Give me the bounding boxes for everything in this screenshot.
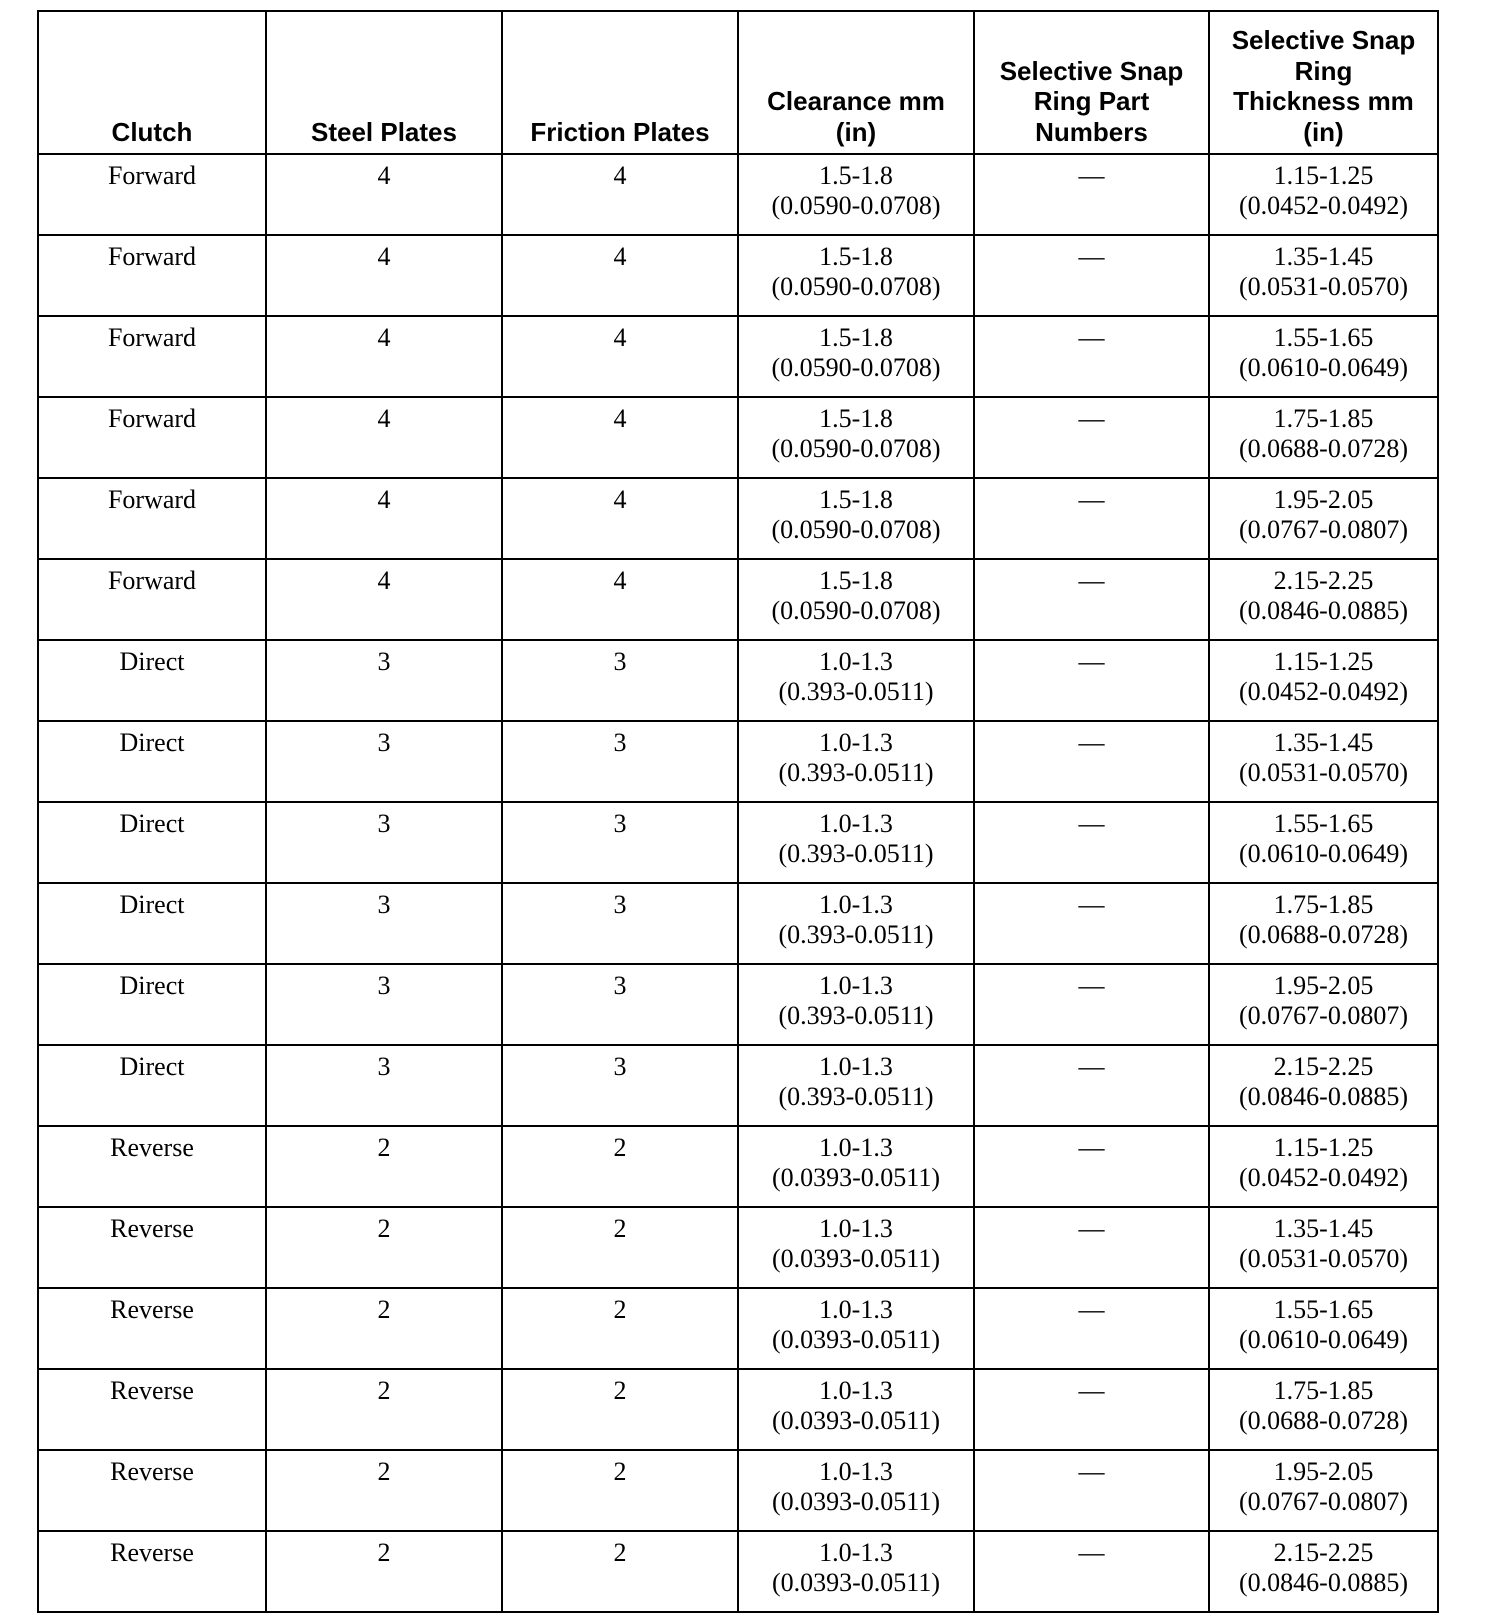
cell-part-number xyxy=(974,883,1209,964)
cell-thickness xyxy=(1209,316,1438,397)
cell-friction-plates-value: 4 xyxy=(613,566,627,595)
cell-clearance-value: (0.393-0.0511) xyxy=(778,677,934,706)
cell-clearance xyxy=(738,1045,974,1126)
cell-thickness-value: (0.0846-0.0885) xyxy=(1239,596,1408,625)
cell-clearance-value: 1.0-1.3 xyxy=(819,1376,893,1405)
cell-clutch-value: Forward xyxy=(107,404,197,433)
header-clutch xyxy=(38,11,266,154)
cell-part-number xyxy=(974,478,1209,559)
cell-clearance xyxy=(738,235,974,316)
cell-friction-plates-value: 3 xyxy=(613,647,627,676)
cell-clearance-value: (0.0590-0.0708) xyxy=(771,272,941,301)
cell-part-number-value: — xyxy=(1078,1376,1105,1405)
cell-thickness-value: 1.75-1.85 xyxy=(1273,404,1374,433)
header-line: Ring Part xyxy=(1033,86,1150,116)
cell-clearance-value: 1.5-1.8 xyxy=(819,242,893,271)
cell-friction-plates xyxy=(502,154,738,235)
table-row xyxy=(38,1126,1438,1207)
cell-part-number xyxy=(974,397,1209,478)
cell-friction-plates xyxy=(502,478,738,559)
header-row xyxy=(38,11,1438,154)
cell-clearance xyxy=(738,802,974,883)
cell-clutch xyxy=(38,1369,266,1450)
cell-clutch xyxy=(38,964,266,1045)
cell-part-number-value: — xyxy=(1078,809,1105,838)
cell-clutch xyxy=(38,1126,266,1207)
cell-thickness-value: (0.0610-0.0649) xyxy=(1239,353,1408,382)
cell-clutch xyxy=(38,235,266,316)
cell-steel-plates-value: 2 xyxy=(377,1295,391,1324)
cell-steel-plates xyxy=(266,1288,502,1369)
cell-thickness xyxy=(1209,559,1438,640)
header-line: Numbers xyxy=(1035,116,1148,147)
cell-clearance-value: (0.0590-0.0708) xyxy=(771,596,941,625)
cell-thickness-value: (0.0452-0.0492) xyxy=(1239,1163,1408,1192)
table-row xyxy=(38,235,1438,316)
table-row xyxy=(38,964,1438,1045)
cell-thickness-value: 1.75-1.85 xyxy=(1273,1376,1374,1405)
cell-friction-plates-value: 3 xyxy=(613,728,627,757)
cell-thickness xyxy=(1209,1531,1438,1612)
cell-steel-plates xyxy=(266,397,502,478)
cell-thickness-value: 2.15-2.25 xyxy=(1273,1538,1374,1567)
table-row xyxy=(38,397,1438,478)
cell-clearance-value: (0.0393-0.0511) xyxy=(771,1487,940,1516)
header-line: Clutch xyxy=(111,116,193,147)
cell-thickness xyxy=(1209,1207,1438,1288)
cell-part-number-value: — xyxy=(1078,404,1105,433)
cell-friction-plates-value: 4 xyxy=(613,161,627,190)
cell-steel-plates-value: 4 xyxy=(377,485,391,514)
cell-part-number-value: — xyxy=(1078,566,1105,595)
cell-clearance xyxy=(738,883,974,964)
table-row xyxy=(38,883,1438,964)
cell-steel-plates-value: 4 xyxy=(377,323,391,352)
cell-clearance-value: 1.0-1.3 xyxy=(819,647,893,676)
cell-clutch xyxy=(38,640,266,721)
cell-clutch xyxy=(38,802,266,883)
cell-steel-plates xyxy=(266,964,502,1045)
cell-clutch-value: Direct xyxy=(119,809,185,838)
cell-friction-plates-value: 2 xyxy=(613,1214,627,1243)
cell-clutch-value: Forward xyxy=(107,161,197,190)
cell-thickness-value: (0.0688-0.0728) xyxy=(1239,434,1408,463)
cell-thickness-value: 1.75-1.85 xyxy=(1273,890,1374,919)
cell-clutch-value: Direct xyxy=(119,728,185,757)
cell-thickness-value: 1.35-1.45 xyxy=(1273,1214,1374,1243)
cell-thickness xyxy=(1209,1450,1438,1531)
cell-friction-plates-value: 4 xyxy=(613,323,627,352)
cell-thickness-value: (0.0531-0.0570) xyxy=(1239,272,1408,301)
cell-clutch-value: Reverse xyxy=(110,1376,194,1405)
cell-clutch-value: Reverse xyxy=(110,1538,194,1567)
cell-steel-plates xyxy=(266,640,502,721)
cell-clearance-value: 1.0-1.3 xyxy=(819,890,893,919)
cell-thickness-value: 2.15-2.25 xyxy=(1273,1052,1374,1081)
cell-thickness xyxy=(1209,721,1438,802)
cell-clearance xyxy=(738,1288,974,1369)
cell-part-number xyxy=(974,1369,1209,1450)
cell-thickness xyxy=(1209,1126,1438,1207)
cell-friction-plates xyxy=(502,235,738,316)
cell-clearance-value: 1.5-1.8 xyxy=(819,323,893,352)
cell-friction-plates-value: 4 xyxy=(613,404,627,433)
cell-steel-plates xyxy=(266,802,502,883)
cell-steel-plates-value: 4 xyxy=(377,242,391,271)
cell-part-number xyxy=(974,1126,1209,1207)
cell-friction-plates xyxy=(502,559,738,640)
cell-clutch xyxy=(38,478,266,559)
cell-part-number-value: — xyxy=(1078,323,1105,352)
table-row xyxy=(38,1531,1438,1612)
cell-steel-plates-value: 2 xyxy=(377,1214,391,1243)
cell-clearance-value: (0.0590-0.0708) xyxy=(771,191,941,220)
cell-clearance-value: 1.5-1.8 xyxy=(819,161,893,190)
cell-clutch-value: Forward xyxy=(107,323,197,352)
cell-steel-plates xyxy=(266,1207,502,1288)
cell-thickness-value: 1.35-1.45 xyxy=(1273,242,1374,271)
cell-friction-plates xyxy=(502,883,738,964)
cell-steel-plates xyxy=(266,316,502,397)
cell-friction-plates-value: 2 xyxy=(613,1295,627,1324)
cell-clearance-value: (0.393-0.0511) xyxy=(778,1082,934,1111)
cell-clearance-value: 1.0-1.3 xyxy=(819,1133,893,1162)
cell-steel-plates-value: 3 xyxy=(377,809,391,838)
cell-part-number-value: — xyxy=(1078,1457,1105,1486)
cell-thickness-value: 1.35-1.45 xyxy=(1273,728,1374,757)
cell-part-number xyxy=(974,802,1209,883)
cell-thickness xyxy=(1209,802,1438,883)
cell-clearance-value: (0.0393-0.0511) xyxy=(771,1325,940,1354)
table-row xyxy=(38,1369,1438,1450)
cell-thickness-value: 2.15-2.25 xyxy=(1273,566,1374,595)
cell-clearance xyxy=(738,559,974,640)
cell-clearance-value: 1.0-1.3 xyxy=(819,1214,893,1243)
cell-clutch-value: Reverse xyxy=(110,1457,194,1486)
header-line: Selective Snap xyxy=(1231,25,1416,55)
header-line: Friction Plates xyxy=(530,116,710,147)
cell-friction-plates xyxy=(502,640,738,721)
header-line: (in) xyxy=(835,116,877,147)
cell-clutch-value: Forward xyxy=(107,485,197,514)
cell-steel-plates-value: 4 xyxy=(377,566,391,595)
cell-thickness-value: (0.0531-0.0570) xyxy=(1239,758,1408,787)
cell-clearance-value: (0.0393-0.0511) xyxy=(771,1406,940,1435)
cell-steel-plates xyxy=(266,883,502,964)
cell-friction-plates-value: 2 xyxy=(613,1133,627,1162)
cell-friction-plates xyxy=(502,1450,738,1531)
cell-clutch xyxy=(38,1207,266,1288)
cell-steel-plates xyxy=(266,478,502,559)
cell-steel-plates-value: 4 xyxy=(377,404,391,433)
header-line: Clearance mm xyxy=(767,86,945,116)
cell-clearance-value: 1.0-1.3 xyxy=(819,971,893,1000)
cell-steel-plates-value: 3 xyxy=(377,647,391,676)
cell-steel-plates-value: 2 xyxy=(377,1133,391,1162)
cell-friction-plates xyxy=(502,1369,738,1450)
cell-steel-plates xyxy=(266,1126,502,1207)
cell-clearance-value: (0.0393-0.0511) xyxy=(771,1568,940,1597)
table-row xyxy=(38,478,1438,559)
cell-friction-plates-value: 4 xyxy=(613,242,627,271)
cell-clutch xyxy=(38,1531,266,1612)
cell-part-number xyxy=(974,721,1209,802)
cell-thickness-value: (0.0688-0.0728) xyxy=(1239,1406,1408,1435)
cell-friction-plates xyxy=(502,316,738,397)
cell-steel-plates-value: 3 xyxy=(377,890,391,919)
cell-clearance-value: (0.393-0.0511) xyxy=(778,839,934,868)
cell-clutch xyxy=(38,1045,266,1126)
table-row xyxy=(38,559,1438,640)
cell-thickness xyxy=(1209,1288,1438,1369)
cell-clearance-value: 1.5-1.8 xyxy=(819,566,893,595)
cell-steel-plates xyxy=(266,1450,502,1531)
cell-steel-plates-value: 3 xyxy=(377,971,391,1000)
cell-clearance xyxy=(738,316,974,397)
cell-part-number xyxy=(974,235,1209,316)
cell-clearance-value: 1.0-1.3 xyxy=(819,1538,893,1567)
cell-thickness-value: 1.95-2.05 xyxy=(1273,485,1374,514)
cell-clutch-value: Direct xyxy=(119,971,185,1000)
cell-friction-plates-value: 2 xyxy=(613,1376,627,1405)
cell-part-number-value: — xyxy=(1078,647,1105,676)
cell-steel-plates xyxy=(266,721,502,802)
cell-friction-plates xyxy=(502,964,738,1045)
cell-clearance-value: 1.0-1.3 xyxy=(819,809,893,838)
cell-thickness xyxy=(1209,1045,1438,1126)
cell-clearance-value: (0.0393-0.0511) xyxy=(771,1244,940,1273)
header-clearance xyxy=(738,11,974,154)
header-thickness xyxy=(1209,11,1438,154)
cell-thickness-value: (0.0452-0.0492) xyxy=(1239,191,1408,220)
cell-thickness-value: (0.0767-0.0807) xyxy=(1239,515,1408,544)
cell-thickness xyxy=(1209,883,1438,964)
table-row xyxy=(38,1207,1438,1288)
header-line: Selective Snap xyxy=(999,55,1184,86)
cell-thickness-value: (0.0531-0.0570) xyxy=(1239,1244,1408,1273)
header-part-numbers xyxy=(974,11,1209,154)
cell-part-number xyxy=(974,559,1209,640)
cell-clutch xyxy=(38,883,266,964)
cell-clearance xyxy=(738,721,974,802)
cell-thickness-value: (0.0610-0.0649) xyxy=(1239,1325,1408,1354)
cell-steel-plates-value: 4 xyxy=(377,161,391,190)
cell-thickness xyxy=(1209,1369,1438,1450)
cell-friction-plates xyxy=(502,1531,738,1612)
header-line: (in) xyxy=(1303,116,1344,147)
cell-thickness-value: (0.0846-0.0885) xyxy=(1239,1082,1408,1111)
cell-thickness-value: 1.15-1.25 xyxy=(1273,647,1374,676)
cell-thickness-value: 1.15-1.25 xyxy=(1273,1133,1374,1162)
cell-thickness-value: 1.55-1.65 xyxy=(1273,1295,1374,1324)
cell-part-number-value: — xyxy=(1078,242,1105,271)
cell-part-number-value: — xyxy=(1078,1052,1105,1081)
table-row xyxy=(38,1288,1438,1369)
cell-steel-plates-value: 2 xyxy=(377,1538,391,1567)
cell-thickness-value: (0.0846-0.0885) xyxy=(1239,1568,1408,1597)
cell-friction-plates-value: 3 xyxy=(613,971,627,1000)
cell-friction-plates-value: 2 xyxy=(613,1538,627,1567)
cell-clutch xyxy=(38,316,266,397)
cell-friction-plates-value: 3 xyxy=(613,890,627,919)
cell-clutch-value: Direct xyxy=(119,890,185,919)
table-row xyxy=(38,316,1438,397)
cell-thickness xyxy=(1209,478,1438,559)
cell-part-number-value: — xyxy=(1078,1538,1105,1567)
cell-clearance-value: (0.0590-0.0708) xyxy=(771,353,941,382)
cell-clutch xyxy=(38,1288,266,1369)
cell-friction-plates xyxy=(502,721,738,802)
cell-steel-plates xyxy=(266,1045,502,1126)
cell-clutch-value: Direct xyxy=(119,647,185,676)
cell-friction-plates xyxy=(502,1126,738,1207)
cell-clutch-value: Forward xyxy=(107,242,197,271)
cell-clearance-value: 1.0-1.3 xyxy=(819,1052,893,1081)
cell-thickness xyxy=(1209,640,1438,721)
cell-thickness-value: 1.15-1.25 xyxy=(1273,161,1374,190)
cell-part-number-value: — xyxy=(1078,1295,1105,1324)
cell-clearance xyxy=(738,1126,974,1207)
header-friction-plates xyxy=(502,11,738,154)
cell-clutch-value: Direct xyxy=(119,1052,185,1081)
cell-thickness-value: (0.0688-0.0728) xyxy=(1239,920,1408,949)
cell-clearance xyxy=(738,1450,974,1531)
cell-thickness-value: (0.0767-0.0807) xyxy=(1239,1001,1408,1030)
cell-clearance xyxy=(738,1531,974,1612)
cell-clearance xyxy=(738,478,974,559)
cell-friction-plates xyxy=(502,802,738,883)
cell-steel-plates xyxy=(266,559,502,640)
cell-clearance-value: (0.0590-0.0708) xyxy=(771,515,941,544)
cell-friction-plates-value: 3 xyxy=(613,1052,627,1081)
cell-clearance xyxy=(738,1207,974,1288)
cell-steel-plates-value: 2 xyxy=(377,1457,391,1486)
cell-part-number xyxy=(974,640,1209,721)
table-row xyxy=(38,721,1438,802)
cell-part-number xyxy=(974,964,1209,1045)
cell-thickness xyxy=(1209,154,1438,235)
cell-clearance-value: 1.0-1.3 xyxy=(819,728,893,757)
cell-thickness-value: (0.0452-0.0492) xyxy=(1239,677,1408,706)
cell-part-number-value: — xyxy=(1078,971,1105,1000)
cell-clearance xyxy=(738,640,974,721)
cell-clutch-value: Reverse xyxy=(110,1214,194,1243)
cell-part-number-value: — xyxy=(1078,890,1105,919)
cell-clearance-value: (0.0393-0.0511) xyxy=(771,1163,940,1192)
cell-part-number xyxy=(974,1288,1209,1369)
cell-clearance-value: (0.0590-0.0708) xyxy=(771,434,941,463)
cell-clearance-value: 1.5-1.8 xyxy=(819,404,893,433)
cell-clearance-value: (0.393-0.0511) xyxy=(778,758,934,787)
cell-clutch xyxy=(38,559,266,640)
table-row xyxy=(38,1045,1438,1126)
cell-clearance xyxy=(738,154,974,235)
cell-thickness xyxy=(1209,964,1438,1045)
cell-clearance-value: (0.393-0.0511) xyxy=(778,920,934,949)
cell-thickness-value: (0.0610-0.0649) xyxy=(1239,839,1408,868)
cell-part-number xyxy=(974,1207,1209,1288)
cell-part-number xyxy=(974,1531,1209,1612)
cell-friction-plates-value: 3 xyxy=(613,809,627,838)
table-row xyxy=(38,802,1438,883)
cell-clearance xyxy=(738,397,974,478)
header-line: Ring xyxy=(1294,55,1353,86)
cell-thickness-value: 1.95-2.05 xyxy=(1273,971,1374,1000)
cell-part-number-value: — xyxy=(1078,1133,1105,1162)
cell-friction-plates-value: 2 xyxy=(613,1457,627,1486)
cell-clutch-value: Reverse xyxy=(110,1133,194,1162)
cell-friction-plates xyxy=(502,1207,738,1288)
header-line: Steel Plates xyxy=(311,116,457,147)
cell-steel-plates xyxy=(266,154,502,235)
cell-friction-plates xyxy=(502,397,738,478)
cell-thickness-value: 1.55-1.65 xyxy=(1273,809,1374,838)
cell-steel-plates-value: 3 xyxy=(377,728,391,757)
cell-steel-plates-value: 2 xyxy=(377,1376,391,1405)
cell-thickness-value: 1.95-2.05 xyxy=(1273,1457,1374,1486)
cell-part-number xyxy=(974,1045,1209,1126)
cell-part-number xyxy=(974,1450,1209,1531)
cell-thickness-value: (0.0767-0.0807) xyxy=(1239,1487,1408,1516)
header-line: Thickness mm xyxy=(1233,86,1414,116)
cell-clutch xyxy=(38,1450,266,1531)
cell-thickness xyxy=(1209,235,1438,316)
cell-part-number-value: — xyxy=(1078,485,1105,514)
cell-steel-plates xyxy=(266,235,502,316)
cell-steel-plates-value: 3 xyxy=(377,1052,391,1081)
cell-thickness-value: 1.55-1.65 xyxy=(1273,323,1374,352)
cell-part-number xyxy=(974,154,1209,235)
cell-clutch xyxy=(38,721,266,802)
cell-clutch-value: Reverse xyxy=(110,1295,194,1324)
cell-clearance xyxy=(738,964,974,1045)
table-row xyxy=(38,640,1438,721)
cell-friction-plates-value: 4 xyxy=(613,485,627,514)
cell-friction-plates xyxy=(502,1045,738,1126)
cell-clutch xyxy=(38,154,266,235)
cell-part-number-value: — xyxy=(1078,728,1105,757)
cell-clutch-value: Forward xyxy=(107,566,197,595)
cell-steel-plates xyxy=(266,1531,502,1612)
cell-clearance-value: 1.0-1.3 xyxy=(819,1457,893,1486)
table-row xyxy=(38,1450,1438,1531)
cell-clearance-value: (0.393-0.0511) xyxy=(778,1001,934,1030)
cell-clutch xyxy=(38,397,266,478)
cell-clearance-value: 1.5-1.8 xyxy=(819,485,893,514)
cell-clearance-value: 1.0-1.3 xyxy=(819,1295,893,1324)
cell-friction-plates xyxy=(502,1288,738,1369)
cell-clearance xyxy=(738,1369,974,1450)
table-body xyxy=(38,154,1438,1612)
cell-part-number xyxy=(974,316,1209,397)
cell-part-number-value: — xyxy=(1078,1214,1105,1243)
cell-thickness xyxy=(1209,397,1438,478)
cell-steel-plates xyxy=(266,1369,502,1450)
header-steel-plates xyxy=(266,11,502,154)
table-row xyxy=(38,154,1438,235)
cell-part-number-value: — xyxy=(1078,161,1105,190)
clutch-spec-table xyxy=(37,10,1439,1613)
